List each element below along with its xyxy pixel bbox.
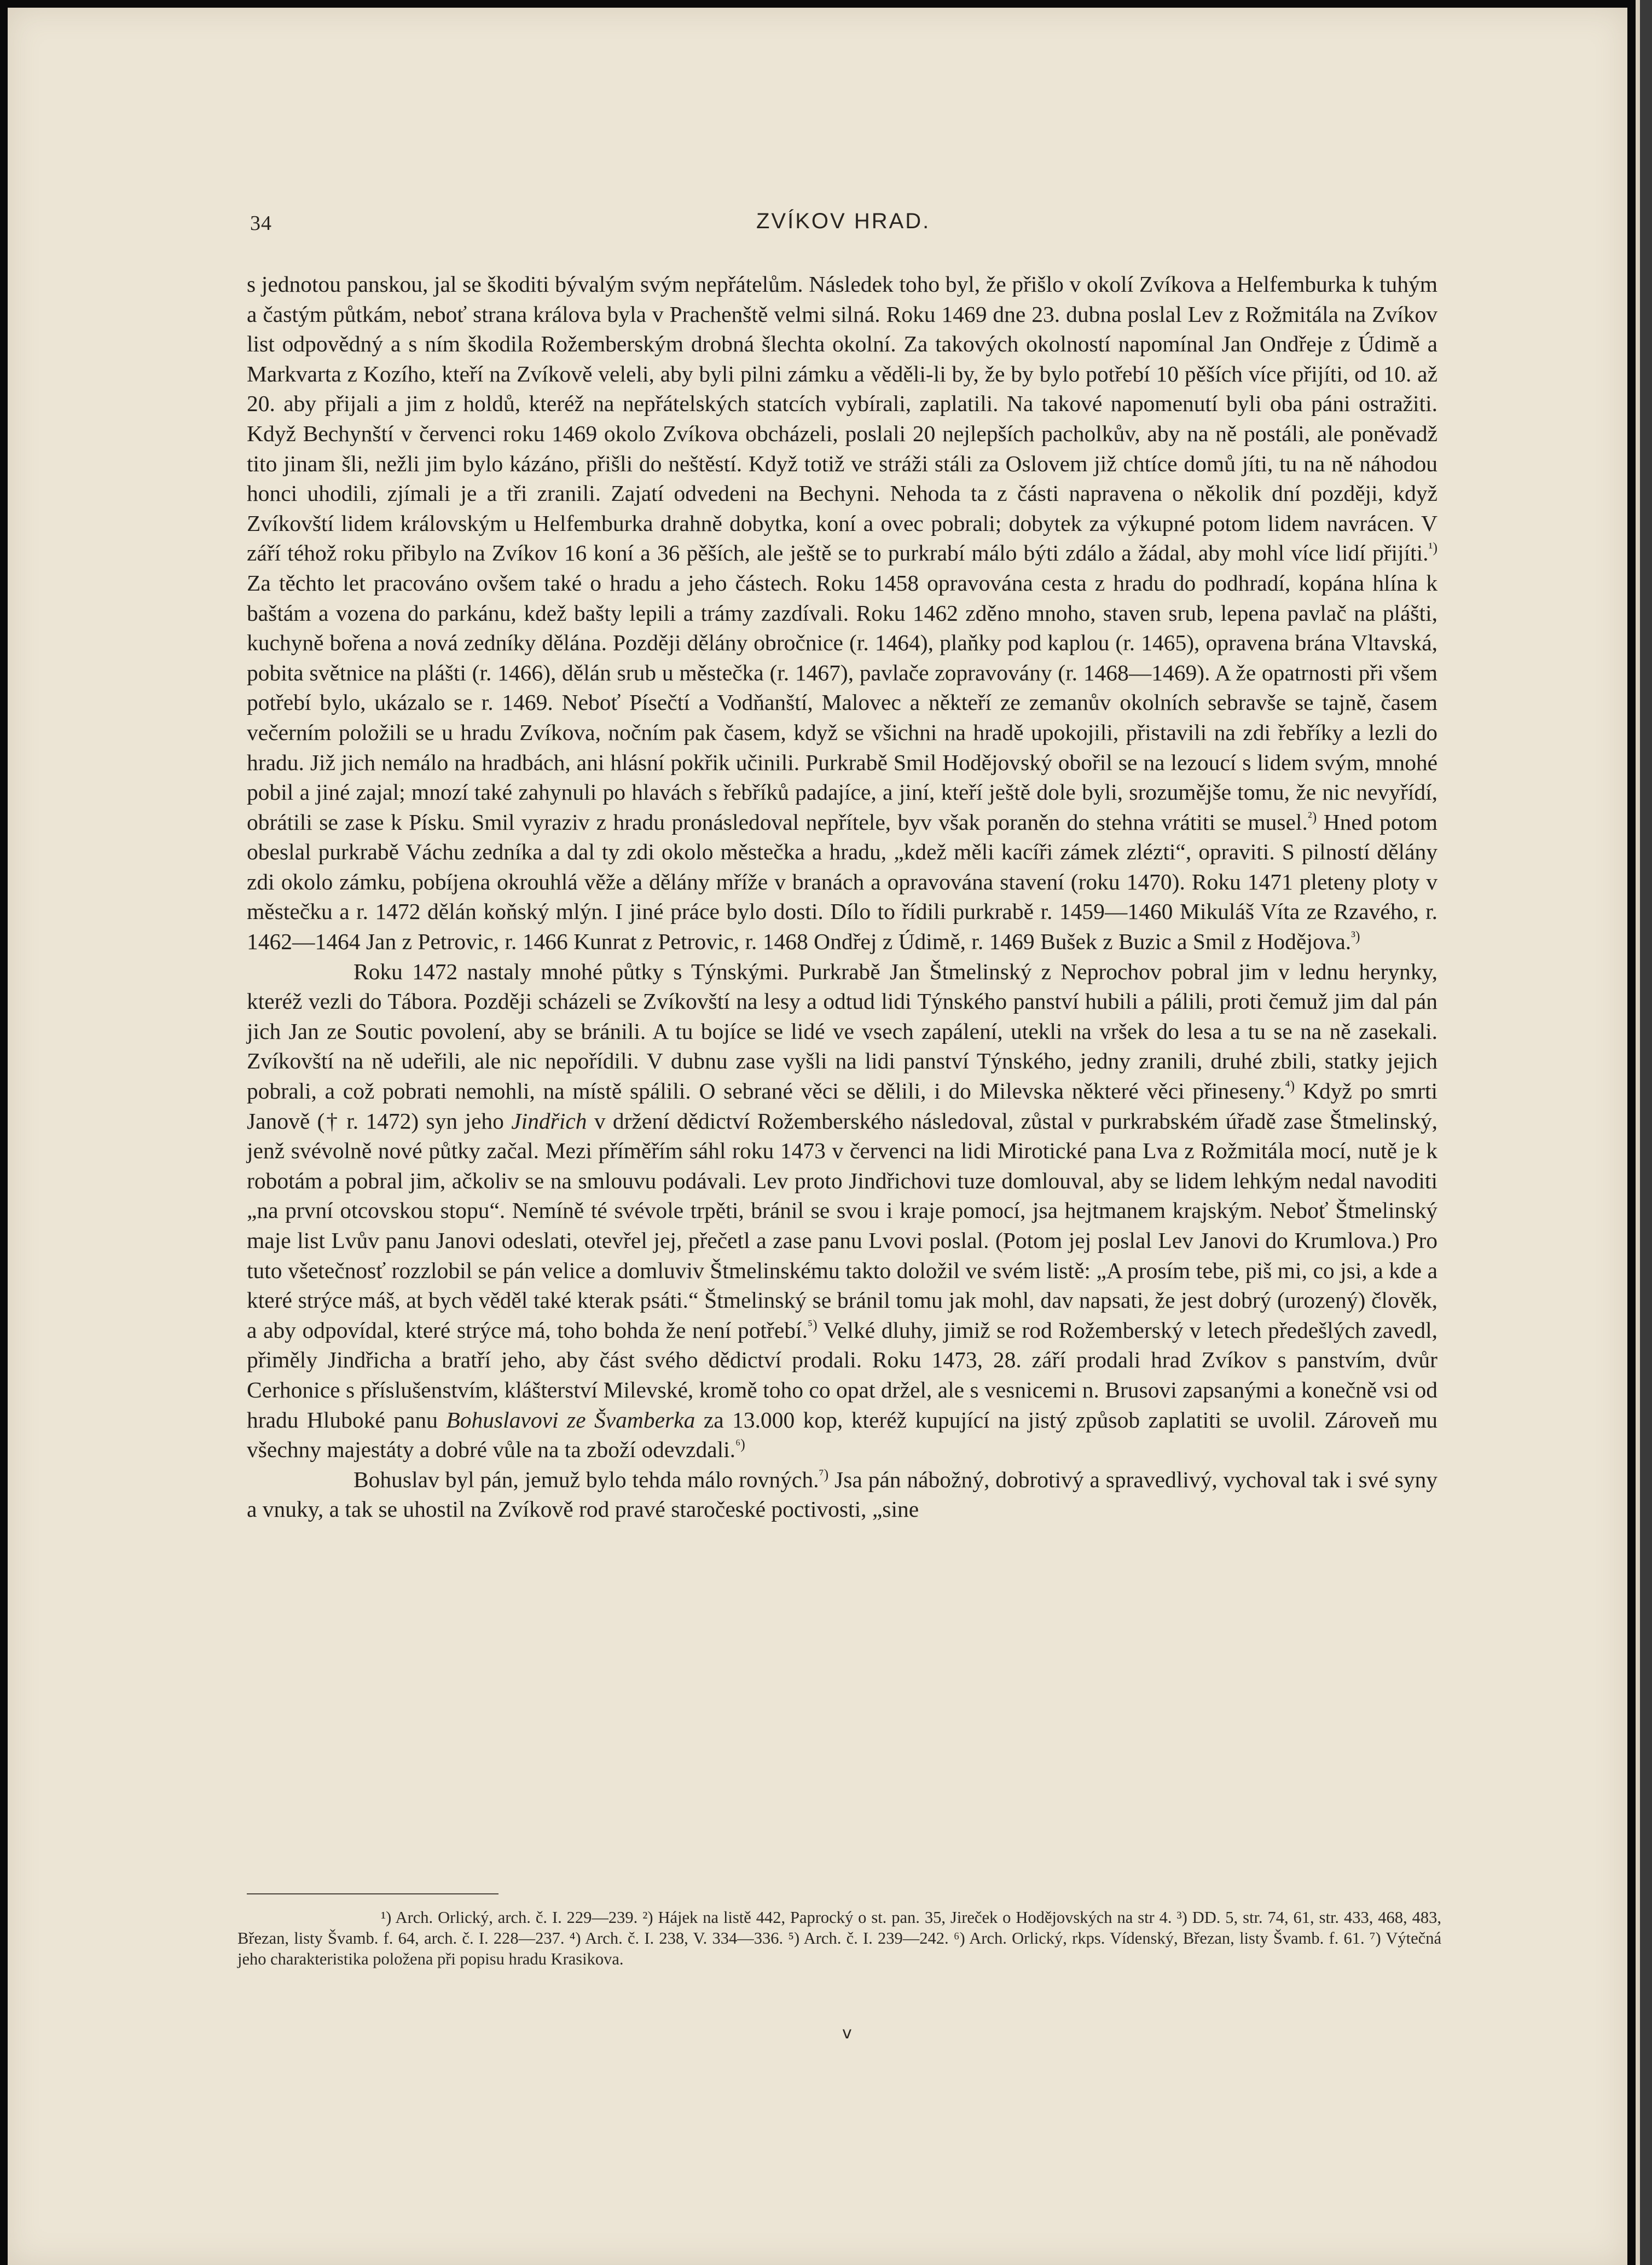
text-run: Za těchto let pracováno ovšem také o hradu a jeho částech. Roku 1458 opravována cesta z hradu do podhradí, kopána hlína k baštám a vozena do parkánu, kdež bašty lepili a trámy zazdívali. Roku 1462 zděno mnoho, staven srub, lepena pavlač na plášti, kuchyně bořena a nová zedníky dělána. Později dělány obročnice (r. 1464), plaňky pod kaplou (r. 1465), opravena brána Vltavská, pobita světnice na plášti (r. 1466), dělán srub u městečka (r. 1467), pavlače zopravovány (r. 1468—1469). A že opatrnosti při všem potřebí bylo, ukázalo se r. 1469. Neboť Písečtí a Vodňanští, Malovec a někteří ze zemanův okolních sebravše se tajně, časem večerním položili se u hradu Zvíkova, nočním pak časem, když se všichni na hradě upokojili, přistavili na zdi řebříky a lezli do hradu. Již jich nemálo na hradbách, ani hlásní pokřik učinili. Purkrabě Smil Hodějovský obořil se na lezoucí s lidem svým, mnohé pobil a jiné zajal; mnozí také zahynuli po hlavách s řebříků padajíce, a jiní, kteří ještě dole byli, srozumějše tomu, že nic nevyřídí, obrátili se zase k Písku. Smil vyraziv z hradu pronásledoval nepřítele, byv však poraněn do stehna vrátiti se musel.	[247, 570, 1437, 835]
footnote-ref: ⁶)	[735, 1436, 745, 1453]
footnotes: ¹) Arch. Orlický, arch. č. I. 229—239. ²) Hájek na listě 442, Paprocký o st. pan. 35, Jireček o Hodějovských na str 4. ³) DD. 5, str. 74, 61, str. 433, 468, 483, Březan, listy Švamb. f. 64, arch. č. I. 228—237. ⁴) Arch. č. I. 238, V. 334—336. ⁵) Arch. č. I. 239—242. ⁶) Arch. Orlický, rkps. Vídenský, Březan, listy Švamb. f. 61. ⁷) Výtečná jeho charakteristika položena při popisu hradu Krasikova.	[237, 1908, 1441, 1968]
text-run: Když po smrti Janově († r. 1472) syn jeho	[247, 1078, 1438, 1134]
page-edge-shadow	[1640, 0, 1652, 2265]
text-run: Roku 1472 nastaly mnohé půtky s Týnskými. Purkrabě Jan Štmelinský z Neprochov pobral jim v lednu herynky, kteréž vezli do Tábora. Později scházeli se Zvíkovští na lesy a odtud lidi Týnského panství hubili a pálili, proti čemuž jim dal pán jich Jan ze Soutic povolení, aby se bránili. A tu bojíce se lidé ve vsech zapálení, utekli na vršek do lesa a tu se na ně zasekali. Zvíkovští na ně udeřili, ale nic nepořídili. V dubnu zase vyšli na lidi panství Týnského, jedny zranili, druhé zbili, statky jejich pobrali, a což pobrati nemohli, na místě spálili. O sebrané věci se dělili, i do Milevska některé věci přineseny.	[247, 958, 1437, 1104]
text-run: Hned potom obeslal purkrabě Váchu zedníka a dal ty zdi okolo městečka a hradu, „kdež měli kacíři zámek zlézti“, opraviti. S pilností dělány zdi okolo zámku, pobíjena okrouhlá věže a dělány mříže v branách a opravována stavení (roku 1470). Roku 1471 pleteny ploty v městečku a r. 1472 dělán koňský mlýn. I jiné práce bylo dosti. Dílo to řídili purkrabě r. 1459—1460 Mikuláš Víta ze Rzavého, r. 1462—1464 Jan z Petrovic, r. 1466 Kunrat z Petrovic, r. 1468 Ondřej z Údimě, r. 1469 Bušek z Buzic a Smil z Hodějova.	[247, 809, 1438, 955]
text-run: s jednotou panskou, jal se škoditi bývalým svým nepřátelům. Následek toho byl, že přišlo v okolí Zvíkova a Helfemburka k tuhým a častým půtkám, neboť strana králova byla v Prachenště velmi silná. Roku 1469 dne 23. dubna poslal Lev z Rožmitála na Zvíkov list odpovědný a s ním škodila Rožemberským drobná šlechta okolní. Za takových okolností napomínal Jan Ondřeje z Údimě a Markvarta z Kozího, kteří na Zvíkově veleli, aby byli pilni zámku a věděli-li by, že by bylo potřebí 10 pěších více přijíti, od 10. až 20. aby přijali a jim z holdů, kteréž na nepřátelských statcích vybírali, zaplatili. Na takové napomenutí byli oba páni ostražiti. Když Bechynští v červenci roku 1469 okolo Zvíkova obcházeli, poslali 20 nejlepších pacholkův, aby na ně postáli, ale poněvadž tito jinam šli, nežli jim bylo kázáno, přišli do neštěstí. Když totiž ve stráži stáli za Oslovem již chtíce domů jíti, tu na ně náhodou honci uhodili, zjímali je a tři zranili. Zajatí odvedeni na Bechyni. Nehoda ta z části napravena o několik dní později, když Zvíkovští lidem královským u Helfemburka drahně dobytka, koní a ovec pobrali; dobytek za výkupné potom lidem navrácen. V září téhož roku přibylo na Zvíkov 16 koní a 36 pěších, ale ještě se to purkrabí málo býti zdálo a žádal, aby mohl více lidí přijíti.	[247, 271, 1437, 566]
italic-name: Jindřich	[511, 1108, 587, 1134]
footnote-rule	[247, 1893, 499, 1894]
footnote-ref: ¹)	[1428, 540, 1437, 556]
body-text	[247, 269, 1437, 1524]
footnote-ref: ⁵)	[807, 1316, 818, 1333]
footnote-ref: ³)	[1351, 928, 1360, 945]
text-run: v držení dědictví Rožemberského následoval, zůstal v purkrabském úřadě zase Štmelinský, jenž svévolně nové půtky začal. Mezi příměřím sáhl roku 1473 v červenci na lidi Mirotické pana Lva z Rožmitála mocí, nutě je k robotám a pobral jim, ačkoliv se na smlouvu podávali. Lev proto Jindřichovi tuze domlouval, aby se lidem lehkým nedal navoditi „na první otcovskou stopu“. Nemíně té svévole trpěti, bránil se svou i kraje pomocí, jsa hejtmanem krajským. Neboť Štmelinský maje list Lvův panu Janovi odeslati, otevřel jej, přečetl a zase panu Lvovi poslal. (Potom jej poslal Lev Janovi do Krumlova.) Pro tuto všetečnosť rozzlobil se pán velice a domluviv Štmelinskému takto doložil ve svém listě: „A prosím tebe, piš mi, co jsi, a kde a které strýce máš, at bych věděl také kterak psáti.“ Štmelinský se bránil tomu jak mohl, dav napsati, že jest dobrý (urozený) člověk, a aby odpovídal, které strýce má, toho bohda že není potřebí.	[247, 1108, 1438, 1343]
text-run: za 13.000 kop, kteréž kupující na jistý způsob zaplatiti se uvolil. Zároveň mu všechny majestáty a dobré vůle na ta zboží odevzdali.	[247, 1407, 1437, 1463]
book-page	[8, 8, 1627, 2265]
footnote-ref: ⁴)	[1285, 1078, 1295, 1094]
running-head: ZVÍKOV HRAD.	[756, 209, 931, 233]
page-number: 34	[250, 212, 272, 235]
italic-name: Bohuslavovi ze Švamberka	[446, 1407, 695, 1432]
paragraph	[247, 1465, 1437, 1524]
paragraph	[247, 957, 1437, 1465]
footnote-ref: ⁷)	[819, 1466, 829, 1482]
text-run: Bohuslav byl pán, jemuž bylo tehda málo rovných.	[353, 1466, 819, 1492]
signature-mark: v	[842, 2024, 852, 2043]
footnote-ref: ²)	[1307, 808, 1317, 825]
text-run: Jsa pán nábožný, dobrotivý a spravedlivý, vychoval tak i své syny a vnuky, a tak se uhostil na Zvíkově rod pravé staročeské poctivosti, „sine	[247, 1466, 1438, 1522]
text-run: Velké dluhy, jimiž se rod Rožemberský v letech předešlých zavedl, přiměly Jindřicha a bratří jeho, aby část svého dědictví prodali. Roku 1473, 28. září prodali hrad Zvíkov s panstvím, dvůr Cerhonice s příslušenstvím, klášterství Milevské, kromě toho co opat držel, ale s vesnicemi n. Brusovi zapsanými a konečně vsi od hradu Hluboké panu	[247, 1317, 1437, 1432]
paragraph	[247, 269, 1437, 957]
page-edge-strip	[1636, 0, 1640, 2265]
